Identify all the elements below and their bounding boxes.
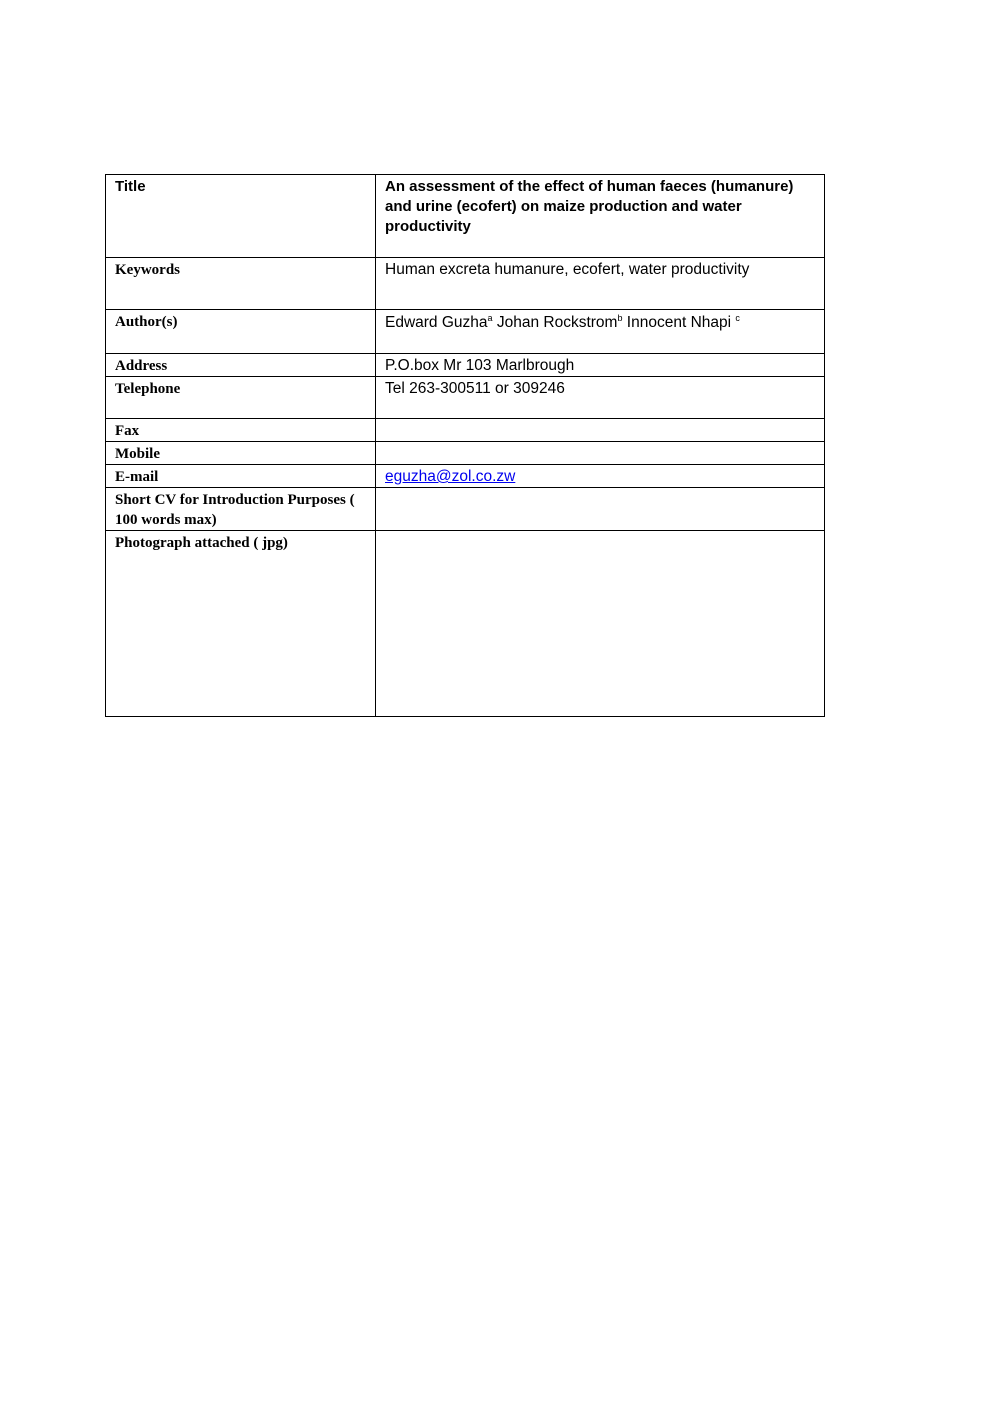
telephone-value: Tel 263-300511 or 309246 [376, 377, 825, 419]
authors-row [106, 310, 825, 354]
photograph-label: Photograph attached ( jpg) [106, 531, 376, 717]
mobile-row [106, 442, 825, 465]
address-row [106, 354, 825, 377]
keywords-row [106, 258, 825, 310]
author-affiliation: a [487, 312, 493, 323]
mobile-value [376, 442, 825, 465]
authors-label: Author(s) [106, 310, 376, 354]
email-row [106, 465, 825, 488]
photograph-row [106, 531, 825, 717]
submission-form-table [105, 174, 825, 717]
fax-value [376, 419, 825, 442]
telephone-row [106, 377, 825, 419]
address-label: Address [106, 354, 376, 377]
authors-value [376, 310, 825, 354]
title-value: An assessment of the effect of human faeces (humanure) and urine (ecofert) on maize production and water productivity [376, 175, 825, 258]
photograph-value [376, 531, 825, 717]
keywords-value: Human excreta humanure, ecofert, water productivity [376, 258, 825, 310]
author-name: Innocent Nhapi [626, 314, 732, 331]
fax-row [106, 419, 825, 442]
title-label: Title [106, 175, 376, 258]
mobile-label: Mobile [106, 442, 376, 465]
email-link[interactable]: eguzha@zol.co.zw [385, 468, 516, 485]
telephone-label: Telephone [106, 377, 376, 419]
keywords-label: Keywords [106, 258, 376, 310]
email-label: E-mail [106, 465, 376, 488]
email-value [376, 465, 825, 488]
fax-label: Fax [106, 419, 376, 442]
author-affiliation: b [617, 312, 623, 323]
author-name: Johan Rockstrom [496, 314, 618, 331]
short-cv-row [106, 488, 825, 531]
author-name: Edward Guzha [385, 314, 488, 331]
short-cv-value [376, 488, 825, 531]
short-cv-label: Short CV for Introduction Purposes ( 100 words max) [106, 488, 376, 531]
author-affiliation: c [735, 312, 740, 323]
address-value: P.O.box Mr 103 Marlbrough [376, 354, 825, 377]
title-row [106, 175, 825, 258]
